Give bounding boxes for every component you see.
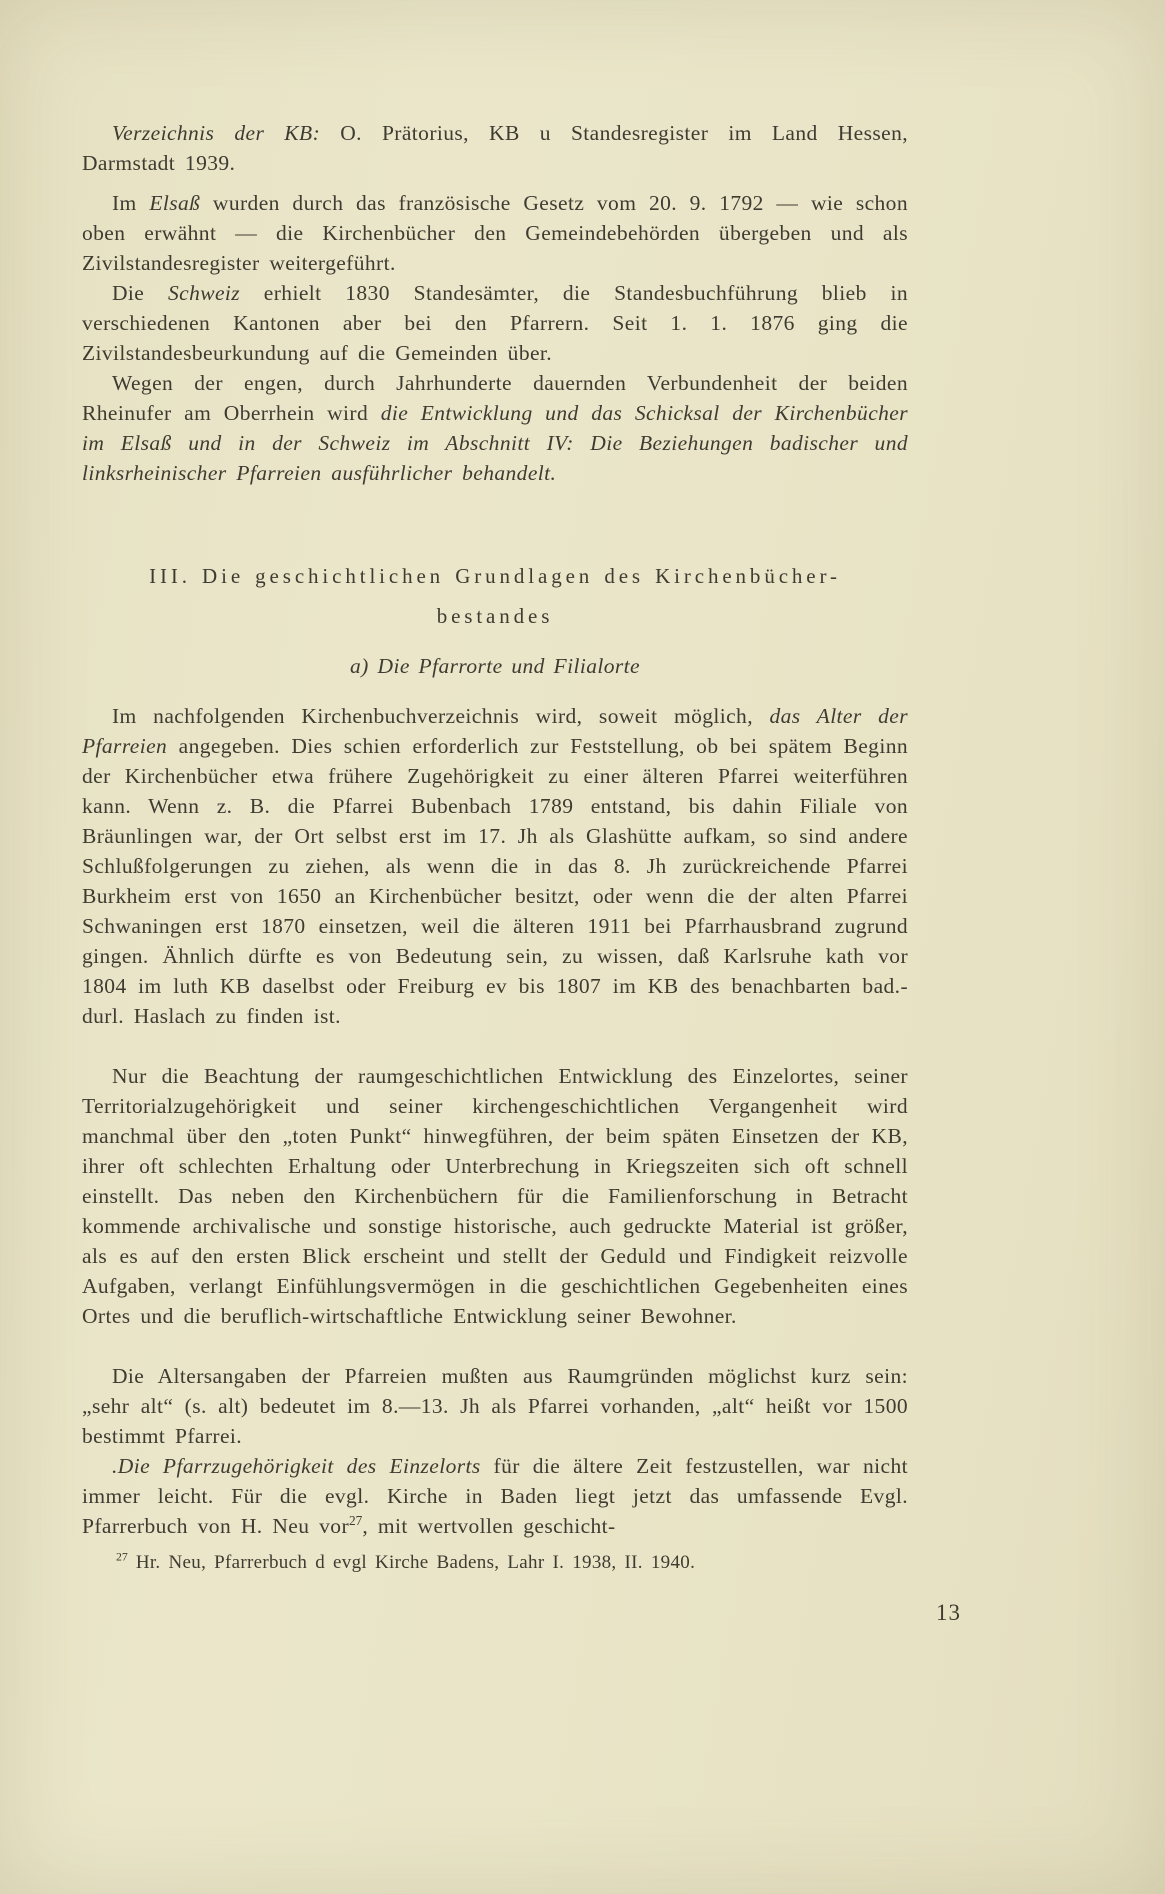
page-number: 13 xyxy=(936,1600,961,1625)
paragraph-raumgeschichte xyxy=(82,1061,908,1331)
section-heading-line1: III. Die geschichtlichen Grundlagen des Kirchenbücher- xyxy=(149,564,841,588)
paragraph-elsass xyxy=(82,188,908,278)
paragraph-schweiz xyxy=(82,278,908,368)
paragraph-verzeichnis xyxy=(82,118,908,178)
subsection-heading: a) Die Pfarrorte und Filialorte xyxy=(350,654,640,678)
paragraph-text: Die Altersangaben der Pfarreien mußten aus Raumgründen möglichst kurz sein: „sehr alt“ (s. alt) bedeutet im 8.—13. Jh als Pfarrei vorhanden, „alt“ heißt vor 1500 bestimmt Pfarrei. xyxy=(82,1364,908,1448)
paragraph-text: angegeben. Dies schien erforderlich zur Feststellung, ob bei spätem Beginn der Kirchenbücher etwa frühere Zugehörigkeit zu einer älteren Pfarrei weiterführen kann. Wenn z. B. die Pfarrei Bubenbach 1789 entstand, bis dahin Filiale von Bräunlingen war, der Ort selbst erst im 17. Jh als Glashütte aufkam, so sind andere Schlußfolgerungen zu ziehen, als wenn die in das 8. Jh zurückreichende Pfarrei Burkheim erst von 1650 an Kirchenbücher besitzt, oder wenn die der alten Pfarrei Schwaningen erst 1870 einsetzen, weil die älteren 1911 bei Pfarrhausbrand zugrund gingen. Ähnlich dürfte es von Bedeutung sein, zu wissen, daß Karlsruhe kath vor 1804 im luth KB daselbst oder Freiburg ev bis 1807 im KB des benachbarten bad.-durl. Haslach zu finden ist. xyxy=(82,734,908,1028)
paragraph-italic: die Entwicklung und das Schicksal der Kirchenbücher im Elsaß und in der Schweiz im Abschnitt IV: Die Beziehungen badischer und linksrheinischer Pfarreien ausführlicher behandelt. xyxy=(82,401,908,485)
footnote-reference: 27 xyxy=(349,1512,363,1528)
paragraph-text: wurden durch das französische Gesetz vom 20. 9. 1792 — wie schon oben erwähnt — die Kirchenbücher den Gemeindebehörden übergeben und als Zivilstandesregister weitergeführt. xyxy=(82,191,908,275)
paragraph-rheinufer xyxy=(82,368,908,488)
paragraph-kirchenbuchverzeichnis xyxy=(82,701,908,1031)
paragraph-text: Die xyxy=(112,281,168,305)
paragraph-text: erhielt 1830 Standesämter, die Standesbuchführung blieb in verschiedenen Kantonen aber bei den Pfarrern. Seit 1. 1. 1876 ging die Zivilstandesbeurkundung auf die Gemeinden über. xyxy=(82,281,908,365)
paragraph-italic: das Alter der Pfarreien xyxy=(82,704,908,758)
paragraph-italic: Elsaß xyxy=(149,191,201,215)
paragraph-text: Nur die Beachtung der raumgeschichtlichen Entwicklung des Einzelortes, seiner Territorialzugehörigkeit und seiner kirchengeschichtlichen Vergangenheit wird manchmal über den „toten Punkt“ hinwegführen, der beim späten Einsetzen der KB, ihrer oft schlechten Erhaltung oder Unterbrechung in Kriegszeiten sich oft schnell einstellt. Das neben den Kirchenbüchern für die Familienforschung in Betracht kommende archivalische und sonstige historische, auch gedruckte Material ist größer, als es auf den ersten Blick erscheint und stellt der Geduld und Findigkeit reizvolle Aufgaben, verlangt Einfühlungsvermögen in die geschichtlichen Gegebenheiten eines Ortes und die beruflich-wirtschaftliche Entwicklung seiner Bewohner. xyxy=(82,1064,908,1328)
paragraph-pfarrzugehoerigkeit xyxy=(82,1451,908,1541)
paragraph-text: O. Prätorius, KB u Standesregister im Land Hessen, Darmstadt 1939. xyxy=(82,121,908,175)
paragraph-text: Wegen der engen, durch Jahrhunderte dauernden Verbundenheit der beiden Rheinufer am Oberrhein wird xyxy=(82,371,908,425)
paragraph-italic: .Die Pfarrzugehörigkeit des Einzelorts xyxy=(112,1454,481,1478)
paragraph-text: , mit wertvollen geschicht- xyxy=(362,1514,616,1538)
paragraph-lead-italic: Verzeichnis der KB: xyxy=(112,121,321,145)
paragraph-altersangaben xyxy=(82,1361,908,1451)
footnote xyxy=(82,1549,908,1577)
paragraph-text: für die ältere Zeit festzustellen, war nicht immer leicht. Für die evgl. Kirche in Baden liegt jetzt das umfassende Evgl. Pfarrerbuch von H. Neu vor xyxy=(82,1454,908,1538)
section-heading-line2: bestandes xyxy=(436,604,554,628)
footnote-marker: 27 xyxy=(116,1550,128,1564)
paragraph-text: Im xyxy=(112,191,150,215)
footnote-text: Hr. Neu, Pfarrerbuch d evgl Kirche Badens, Lahr I. 1938, II. 1940. xyxy=(127,1552,696,1573)
paragraph-italic: Schweiz xyxy=(167,281,241,305)
paragraph-text: Im nachfolgenden Kirchenbuchverzeichnis wird, soweit möglich, xyxy=(112,704,770,728)
